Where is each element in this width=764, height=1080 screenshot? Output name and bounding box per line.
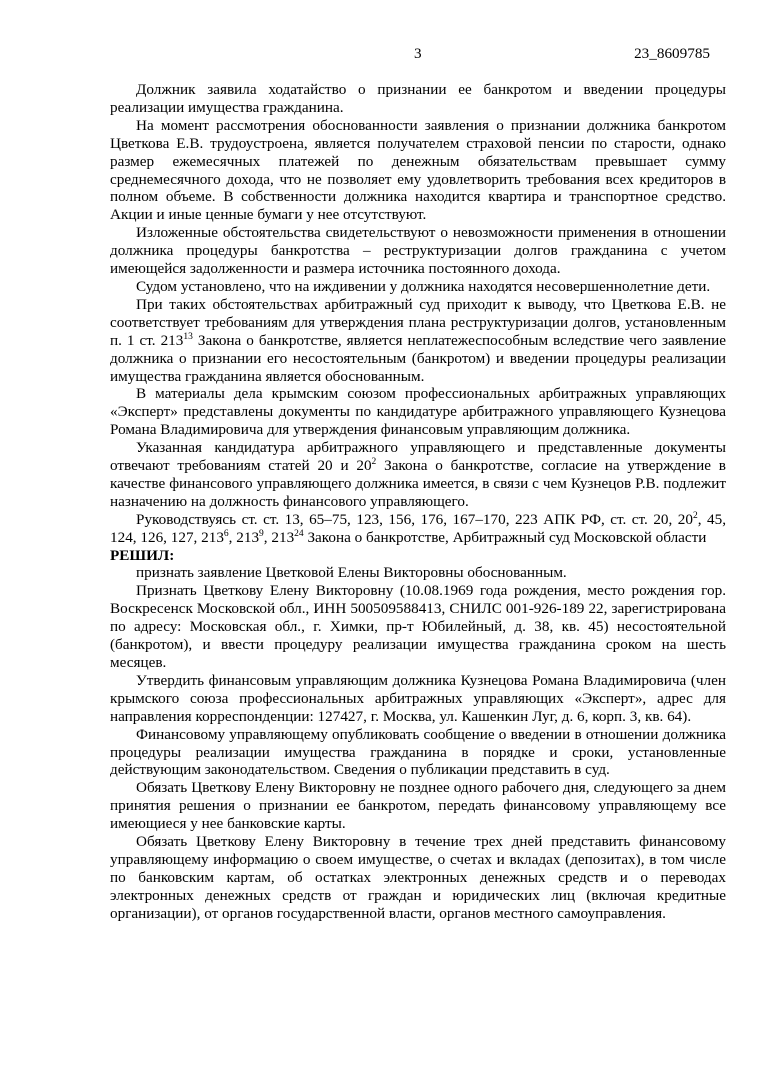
paragraph-text: , 45, 124, 126, 127, 213 — [110, 510, 727, 546]
page-number: 3 — [414, 45, 422, 62]
paragraph-text: Закона о банкротстве, Арбитражный суд Московской области — [303, 528, 707, 546]
paragraph: Судом установлено, что на иждивении у должника находятся несовершеннолетние дети. — [136, 277, 711, 295]
case-number: 23_8609785 — [634, 45, 710, 62]
resolution-item: Признать Цветкову Елену Викторовну (10.08.1969 года рождения, место рождения гор. Воскресенск Московской обл., ИНН 500509588413, СНИЛС 001-926-189 22, зарегистрирована по адресу: Московская обл., г. Химки, пр-т Юбилейный, д. 38, кв. 45) несостоятельной (банкротом), и ввести процедуру реализации имущества гражданина сроком на шесть месяцев. — [110, 582, 726, 671]
paragraph: Изложенные обстоятельства свидетельствуют о невозможности применения в отношении должника процедуры банкротства – реструктуризации долгов гражданина с учетом имеющейся задолженности и размера источника постоянного дохода. — [110, 224, 726, 278]
decision-heading: РЕШИЛ: — [110, 546, 175, 564]
paragraph-text: Закона о банкротстве, является неплатежеспособным вследствие чего заявление должника о признании его несостоятельным (банкротом) и введении процедуры реализации имущества гражданина является обоснованным. — [110, 331, 726, 385]
paragraph: На момент рассмотрения обоснованности заявления о признании должника банкротом Цветкова Е.В. трудоустроена, является получателем страховой пенсии по старости, однако размер ежемесячных платежей по денежным обязательствам превышает сумму среднемесячного дохода, что не позволяет ему удовлетворить требования всех кредиторов в полном объеме. В собственности должника находится квартира и транспортное средство. Акции и иные ценные бумаги у нее отсутствуют. — [110, 116, 726, 224]
resolution-item: Финансовому управляющему опубликовать сообщение о введении в отношении должника процедуры реализации имущества гражданина в порядке и сроки, установленные действующим законодательством. Сведения о публикации представить в суд. — [110, 725, 726, 779]
resolution-item: признать заявление Цветковой Елены Викторовны обоснованным. — [136, 564, 567, 582]
superscript: 6 — [223, 528, 229, 539]
superscript: 13 — [183, 331, 193, 342]
paragraph-text: , 213 — [263, 528, 295, 546]
paragraph: Должник заявила ходатайство о признании ее банкротом и введении процедуры реализации имущества гражданина. — [110, 81, 726, 116]
paragraph — [110, 511, 726, 547]
paragraph-text: , 213 — [228, 528, 260, 546]
paragraph-text: Указанная кандидатура арбитражного управляющего и представленные документы отвечают требованиям статей 20 и 20 — [110, 439, 726, 475]
superscript: 2 — [692, 510, 698, 521]
resolution-item: Обязать Цветкову Елену Викторовну в течение трех дней представить финансовому управляющему информацию о своем имуществе, о счетах и вкладах (депозитах), в том числе по банковским картам, об остатках электронных денежных средств и о переводах электронных денежных средств от граждан и юридических лиц (включая кредитные организации), от органов государственной власти, органов местного самоуправления. — [110, 833, 726, 922]
document-body — [110, 81, 726, 923]
superscript: 2 — [371, 457, 377, 468]
paragraph-text: Руководствуясь ст. ст. 13, 65–75, 123, 156, 176, 167–170, 223 АПК РФ, ст. ст. 20, 20 — [136, 510, 693, 528]
paragraph — [110, 439, 726, 511]
paragraph-text: При таких обстоятельствах арбитражный суд приходит к выводу, что Цветкова Е.В. не соответствует требованиям для утверждения плана реструктуризации долгов, установленным п. 1 ст. 213 — [110, 295, 726, 349]
resolution-item: Утвердить финансовым управляющим должника Кузнецова Романа Владимировича (член крымского союза профессиональных арбитражных управляющих «Эксперт», адрес для направления корреспонденции: 127427, г. Москва, ул. Кашенкин Луг, д. 6, корп. 3, кв. 64). — [110, 671, 726, 725]
superscript: 9 — [259, 528, 264, 539]
superscript: 24 — [294, 528, 304, 539]
resolution-item: Обязать Цветкову Елену Викторовну не позднее одного рабочего дня, следующего за днем принятия решения о признании ее банкротом, передать финансовому управляющему все имеющиеся у нее банковские карты. — [110, 779, 726, 833]
paragraph — [110, 296, 726, 386]
paragraph-text: Закона о банкротстве, согласие на утверждение в качестве финансового управляющего должника имеется, в связи с чем Кузнецов Р.В. подлежит назначению на должность финансового управляющего. — [110, 457, 726, 510]
paragraph: В материалы дела крымским союзом профессиональных арбитражных управляющих «Эксперт» представлены документы по кандидатуре арбитражного управляющего Кузнецова Романа Владимировича для утверждения финансовым управляющим должника. — [110, 385, 726, 439]
